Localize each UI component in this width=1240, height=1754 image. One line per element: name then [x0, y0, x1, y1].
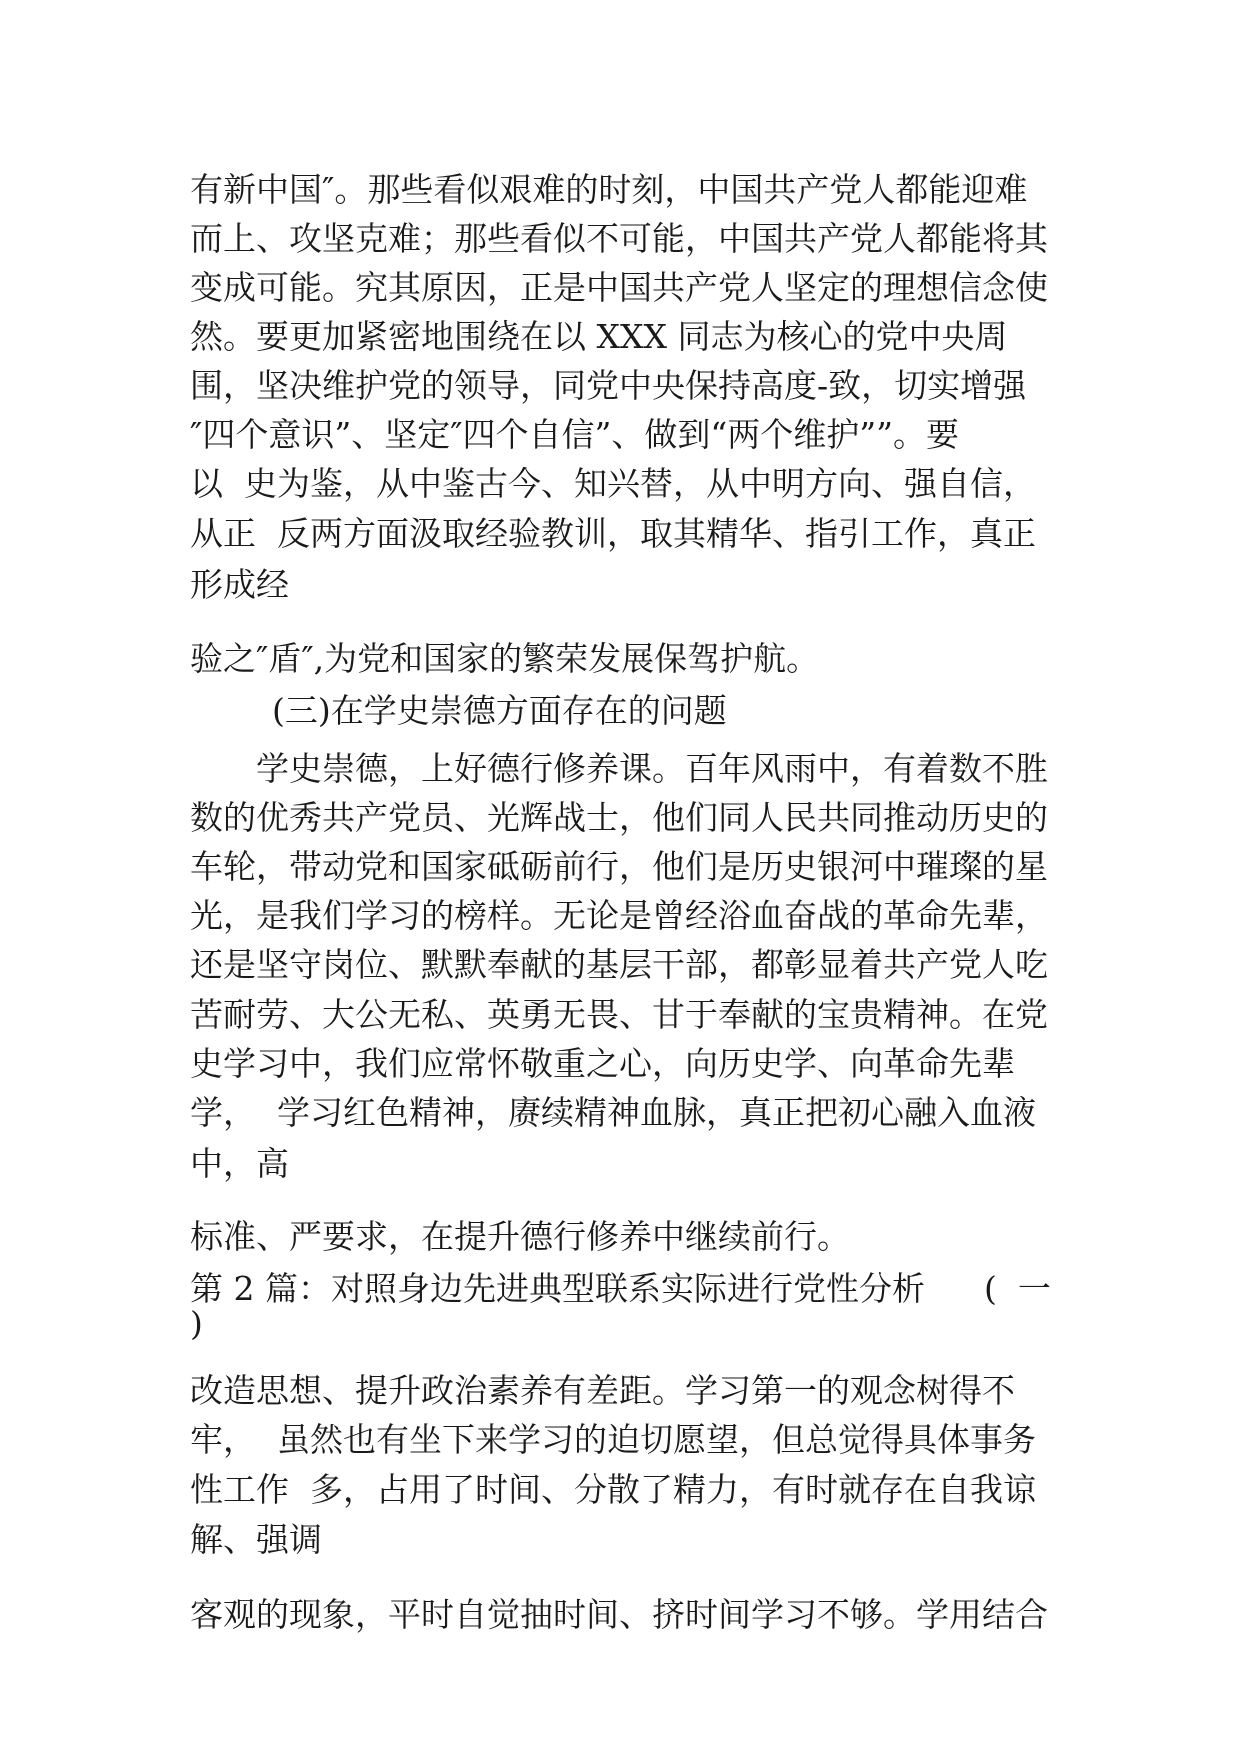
- section-heading: (三)在学史崇德方面存在的问题: [272, 691, 727, 730]
- text-line: 改造思想、提升政治素养有差距。学习第一的观念树得不: [190, 1371, 1015, 1410]
- text-line: 然。要更加紧密地围绕在以 XXX 同志为核心的党中央周: [190, 317, 1008, 356]
- paragraph-first-line: 学史崇德，上好德行修养课。百年风雨中，有着数不胜: [256, 749, 1048, 788]
- text-line: 变成可能。究其原因，正是中国共产党人坚定的理想信念使: [190, 268, 1048, 307]
- text-line: 形成经: [190, 565, 289, 604]
- text-line: 以 史为鉴，从中鉴古今、知兴替，从中明方向、强自信，: [190, 464, 1036, 503]
- text-line: 学， 学习红色精神，赓续精神血脉，真正把初心融入血液: [190, 1093, 1036, 1132]
- text-line: 解、强调: [190, 1520, 322, 1559]
- text-line: 还是坚守岗位、默默奉献的基层干部，都彰显着共产党人吃: [190, 945, 1048, 984]
- text-line: 史学习中，我们应常怀敬重之心，向历史学、向革命先辈: [190, 1044, 1015, 1083]
- text-line: 标准、严要求，在提升德行修养中继续前行。: [190, 1217, 850, 1256]
- text-line: 而上、攻坚克难；那些看似不可能，中国共产党人都能将其: [190, 219, 1048, 258]
- article-title-marker: ): [190, 1304, 203, 1343]
- article-title: 第 2 篇：对照身边先进典型联系实际进行党性分析: [190, 1269, 925, 1308]
- text-line: 性工作 多，占用了时间、分散了精力，有时就存在自我谅: [190, 1470, 1036, 1509]
- text-line: 苦耐劳、大公无私、英勇无畏、甘于奉献的宝贵精神。在党: [190, 995, 1048, 1034]
- text-line: 验之″盾″,为党和国家的繁荣发展保驾护航。: [190, 639, 820, 678]
- text-line: ″四个意识”、坚定″四个自信”、做到“两个维护””。要: [190, 415, 960, 454]
- text-line: 车轮，带动党和国家砥砺前行，他们是历史银河中璀璨的星: [190, 847, 1048, 886]
- article-title-marker: ( 一: [984, 1269, 1051, 1308]
- text-line: 客观的现象，平时自觉抽时间、挤时间学习不够。学用结合: [190, 1595, 1048, 1634]
- text-line: 牢， 虽然也有坐下来学习的迫切愿望，但总觉得具体事务: [190, 1420, 1036, 1459]
- text-line: 中，高: [190, 1144, 289, 1183]
- text-line: 从正 反两方面汲取经验教训，取其精华、指引工作，真正: [190, 514, 1036, 553]
- text-line: 光，是我们学习的榜样。无论是曾经浴血奋战的革命先辈，: [190, 896, 1048, 935]
- text-line: 数的优秀共产党员、光辉战士，他们同人民共同推动历史的: [190, 798, 1048, 837]
- text-line: 有新中国″。那些看似艰难的时刻，中国共产党人都能迎难: [190, 170, 1028, 209]
- text-line: 围，坚决维护党的领导，同党中央保持高度-致，切实增强: [190, 366, 1027, 405]
